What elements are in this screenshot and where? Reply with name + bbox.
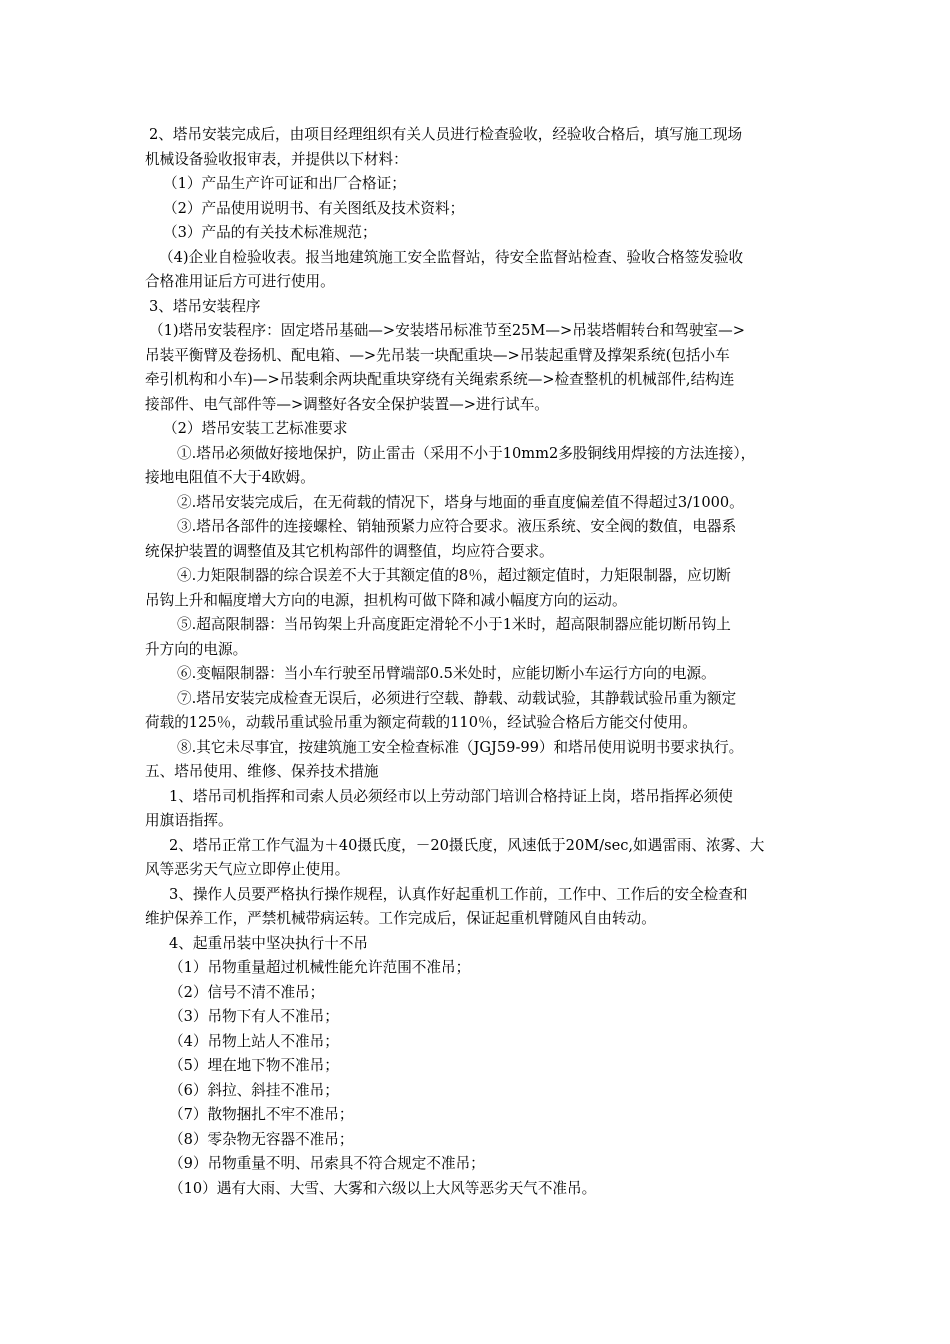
text-line: 牵引机构和小车)—>吊装剩余两块配重块穿绕有关绳索系统—>检查整机的机械部件,结构连 bbox=[145, 371, 735, 388]
text-line: ①.塔吊必须做好接地保护，防止雷击（采用不小于10mm2多股铜线用焊接的方法连接）， bbox=[177, 444, 756, 462]
text-line: 用旗语指挥。 bbox=[145, 812, 233, 829]
list-item: （1）吊物重量超过机械性能允许范围不准吊； bbox=[169, 959, 471, 976]
text-line: 3、操作人员要严格执行操作规程，认真作好起重机工作前，工作中、工作后的安全检查和 bbox=[169, 885, 748, 903]
section-heading: 五、塔吊使用、维修、保养技术措施 bbox=[145, 763, 379, 780]
text-line: （2）塔吊安装工艺标准要求 bbox=[163, 420, 348, 437]
text-line: 4、起重吊装中坚决执行十不吊 bbox=[169, 934, 369, 952]
list-item: （10）遇有大雨、大雪、大雾和六级以上大风等恶劣天气不准吊。 bbox=[169, 1179, 597, 1197]
list-item: （2）信号不清不准吊； bbox=[169, 983, 325, 1001]
text-line: 2、塔吊安装完成后，由项目经理组织有关人员进行检查验收，经验收合格后，填写施工现场 bbox=[149, 126, 743, 143]
text-line: （2）产品使用说明书、有关图纸及技术资料； bbox=[163, 199, 465, 217]
text-line: 接部件、电气部件等—>调整好各安全保护装置—>进行试车。 bbox=[145, 395, 549, 413]
text-line: 接地电阻值不大于4欧姆。 bbox=[145, 469, 315, 486]
text-line: ④.力矩限制器的综合误差不大于其额定值的8％，超过额定值时，力矩限制器，应切断 bbox=[177, 567, 731, 584]
list-item: （6）斜拉、斜挂不准吊； bbox=[169, 1081, 339, 1099]
text-line: ⑤.超高限制器：当吊钩架上升高度距定滑轮不小于1米时，超高限制器应能切断吊钩上 bbox=[177, 616, 731, 633]
list-item: （5）埋在地下物不准吊； bbox=[169, 1057, 339, 1074]
text-line: （1）产品生产许可证和出厂合格证； bbox=[163, 175, 406, 192]
text-line: 吊钩上升和幅度增大方向的电源，担机构可做下降和减小幅度方向的运动。 bbox=[145, 591, 627, 609]
text-line: ②.塔吊安装完成后，在无荷载的情况下，塔身与地面的垂直度偏差值不得超过3/1000。 bbox=[177, 493, 744, 511]
text-line: ③.塔吊各部件的连接螺栓、销轴预紧力应符合要求。液压系统、安全阀的数值，电器系 bbox=[177, 518, 737, 535]
text-line: 荷载的125％，动载吊重试验吊重为额定荷载的110％，经试验合格后方能交付使用。 bbox=[145, 714, 697, 731]
list-item: （9）吊物重量不明、吊索具不符合规定不准吊； bbox=[169, 1155, 485, 1172]
list-item: （8）零杂物无容器不准吊； bbox=[169, 1130, 354, 1148]
list-item: （3）吊物下有人不准吊； bbox=[169, 1008, 339, 1025]
text-line: 吊装平衡臂及卷扬机、配电箱、—>先吊装一块配重块—>吊装起重臂及撑架系统(包括小车 bbox=[145, 346, 730, 364]
text-line: 维护保养工作，严禁机械带病运转。工作完成后，保证起重机臂随风自由转动。 bbox=[145, 910, 656, 927]
text-line: （1)塔吊安装程序：固定塔吊基础—>安装塔吊标准节至25M—>吊装塔帽转台和驾驶室—> bbox=[149, 322, 745, 339]
document-page bbox=[145, 123, 813, 1201]
text-line: 3、塔吊安装程序 bbox=[149, 297, 261, 315]
text-line: ⑧.其它未尽事宜，按建筑施工安全检查标准（JGJ59-99）和塔吊使用说明书要求执行。 bbox=[177, 738, 744, 756]
text-line: （3）产品的有关技术标准规范； bbox=[163, 224, 377, 241]
text-line: ⑥.变幅限制器：当小车行驶至吊臂端部0.5米处时，应能切断小车运行方向的电源。 bbox=[177, 665, 716, 682]
text-line: （4)企业自检验收表。报当地建筑施工安全监督站，待安全监督站检查、验收合格签发验收 bbox=[159, 248, 744, 266]
text-line: ⑦.塔吊安装完成检查无误后，必须进行空载、静载、动载试验，其静载试验吊重为额定 bbox=[177, 689, 737, 707]
text-line: 统保护装置的调整值及其它机构部件的调整值，均应符合要求。 bbox=[145, 542, 554, 560]
text-line: 风等恶劣天气应立即停止使用。 bbox=[145, 861, 350, 878]
text-line: 1、塔吊司机指挥和司索人员必须经市以上劳动部门培训合格持证上岗，塔吊指挥必须使 bbox=[169, 787, 733, 805]
list-item: （7）散物捆扎不牢不准吊； bbox=[169, 1106, 354, 1123]
text-line: 机械设备验收报审表，并提供以下材料： bbox=[145, 150, 408, 168]
text-line: 合格准用证后方可进行使用。 bbox=[145, 273, 335, 290]
list-item: （4）吊物上站人不准吊； bbox=[169, 1032, 339, 1050]
text-line: 2、塔吊正常工作气温为＋40摄氏度，－20摄氏度，风速低于20M/sec,如遇雷雨、浓雾、大 bbox=[169, 836, 765, 854]
text-line: 升方向的电源。 bbox=[145, 640, 248, 658]
